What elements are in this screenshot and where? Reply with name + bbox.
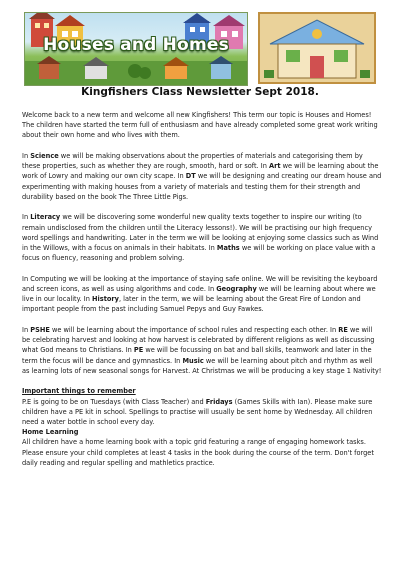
literacy-paragraph: In Literacy we will be discovering some wonderful new quality texts together to inspire our writing (to remain undisclosed from the children until the Literacy lessons!). We will be practising our high frequency word spellings and handwriting. Later in the term we will be looking at enjoying some classics such as Wind in the Willows, with a focus on animals in their habitats. In Maths we will be working on place value with a focus on fluency, reasoning and problem solving. [22,213,379,263]
subject-pe: PE [133,346,144,355]
science-paragraph: In Science we will be making observations about the properties of materials and categorising them by these properties, such as whether they are rough, smooth, hard or soft. In Art we will be learning about the work of Lowry and making our own city scape. In DT we will be designing and creating our dream house and experimenting with making houses from a variety of materials and testing them for their strength and durability based on the book The Three Little Pigs. [22,152,382,201]
home-learning-heading: Home Learning [22,428,79,437]
subject-re: RE [338,326,348,335]
house-drawing [260,14,374,82]
banner-image [24,12,248,86]
house-picture [258,12,376,84]
subject-music: Music [182,356,204,365]
subject-art: Art [269,162,281,171]
subject-literacy: Literacy [30,213,61,222]
important-paragraph: P.E is going to be on Tuesdays (with Class Teacher) and Fridays (Games Skills with Ian). Please make sure children have a PE kit in school. Spellings to practise will usually be sent home by Wednesday. All children need a water bottle in school every day. [22,397,373,427]
newsletter-title: Kingfishers Class Newsletter Sept 2018. [81,86,319,98]
subject-maths: Maths [216,244,240,253]
newsletter-body [22,110,382,468]
home-learning-paragraph: All children have a home learning book with a topic grid featuring a range of engaging homework tasks. Please ensure your child completes at least 4 tasks in the book during the course of the term. Don't forget daily reading and regular spelling and mathletics practice. [22,438,374,467]
subject-dt: DT [185,172,196,181]
banner-title: Houses and Homes [43,35,229,55]
fridays-label: Fridays [205,397,233,406]
subject-geography: Geography [216,285,257,294]
subject-pshe: PSHE [30,326,50,335]
pshe-paragraph: In PSHE we will be learning about the importance of school rules and respecting each other. In RE we will be celebrating harvest and looking at how harvest is celebrated by different religions as well as discussing what God means to Christians. In PE we will be focussing on bat and ball skills, teamwork and later in the term the focus will be dance and gymnastics. In Music we will be learning about pitch and rhythm as well as learning lots of new seasonal songs for Harvest. At Christmas we will be producing a key stage 1 Nativity! [22,326,382,375]
subject-history: History [92,295,119,304]
computing-paragraph: In Computing we will be looking at the importance of staying safe online. We will be revisiting the keyboard and screen icons, as well as using algorithms and code. In Geography we will be learning about where we live in our locality. In History, later in the term, we will be learning about the Great Fire of London and important people from the past including Samuel Pepys and Guy Fawkes. [22,274,378,314]
subject-science: Science [30,152,59,160]
important-heading: Important things to remember [22,387,136,396]
intro-paragraph: Welcome back to a new term and welcome all new Kingfishers! This term our topic is Houses and Homes! The children have started the term full of enthusiasm and have already completed some great work writing about their own home and who lives with them. [22,111,378,140]
